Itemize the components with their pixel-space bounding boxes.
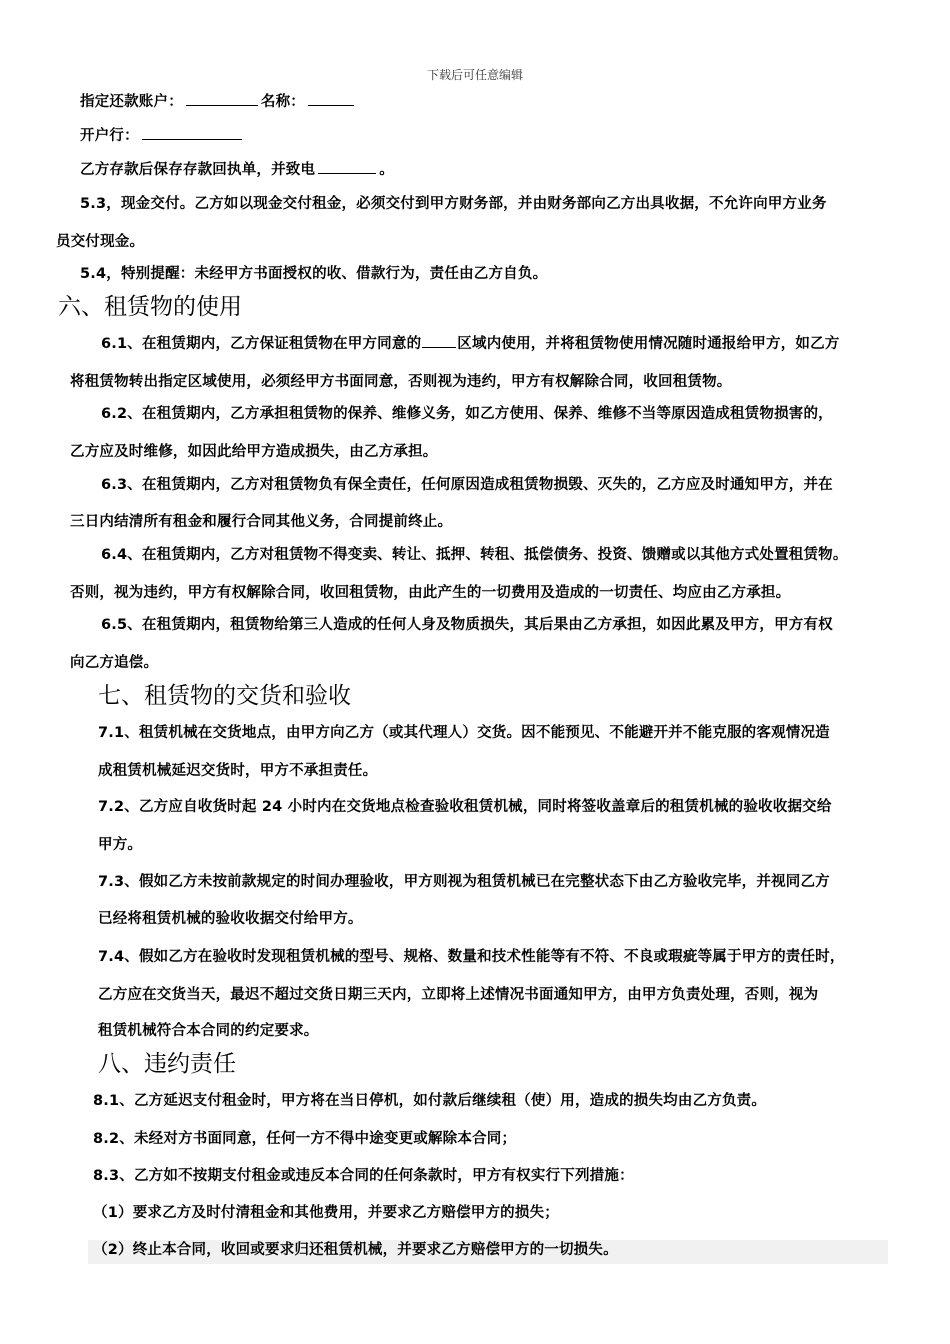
clause-7-3-line2: 已经将租赁机械的验收收据交付给甲方。 xyxy=(98,911,363,927)
repayment-account-line xyxy=(80,90,357,111)
phone-blank xyxy=(318,161,376,174)
clause-6-2-line2: 乙方应及时维修，如因此给甲方造成损失，由乙方承担。 xyxy=(70,444,438,460)
account-name-label: 名称： xyxy=(260,94,306,110)
clause-6-5-line1: 6.5、在租赁期内，租赁物给第三人造成的任何人身及物质损失，其后果由乙方承担，如因此累及甲方，甲方有权 xyxy=(101,617,833,633)
account-name-blank xyxy=(308,93,354,106)
deposit-line xyxy=(80,158,394,179)
clause-6-1-line1 xyxy=(101,332,840,353)
clause-7-3-line1: 7.3、假如乙方未按前款规定的时间办理验收，甲方则视为租赁机械已在完整状态下由乙方验收完毕，并视同乙方 xyxy=(98,874,830,890)
clause-6-3-line1: 6.3、在租赁期内，乙方对租赁物负有保全责任，任何原因造成租赁物损毁、灭失的，乙方应及时通知甲方，并在 xyxy=(101,477,833,493)
clause-8-3-item-1: （1）要求乙方及时付清租金和其他费用，并要求乙方赔偿甲方的损失； xyxy=(93,1205,559,1221)
clause-7-4-line3: 租赁机械符合本合同的约定要求。 xyxy=(98,1023,319,1039)
clause-7-2-line2: 甲方。 xyxy=(98,837,143,853)
clause-5-3-line2: 员交付现金。 xyxy=(56,234,145,250)
clause-6-1-part1: 6.1、在租赁期内，乙方保证租赁物在甲方同意的 xyxy=(101,336,422,352)
deposit-text: 乙方存款后保存存款回执单，并致电 xyxy=(80,162,316,178)
account-blank xyxy=(186,93,258,106)
clause-6-1-part2: 区域内使用，并将租赁物使用情况随时通报给甲方，如乙方 xyxy=(457,336,840,352)
clause-6-4-line2: 否则，视为违约，甲方有权解除合同，收回租赁物，由此产生的一切费用及造成的一切责任、均应由乙方承担。 xyxy=(70,585,791,601)
page-header: 下载后可任意编辑 xyxy=(426,68,523,82)
bank-blank xyxy=(142,127,242,140)
clause-6-1-line2: 将租赁物转出指定区域使用，必须经甲方书面同意，否则视为违约，甲方有权解除合同，收回租赁物。 xyxy=(70,374,732,390)
clause-6-2-line1: 6.2、在租赁期内，乙方承担租赁物的保养、维修义务，如乙方使用、保养、维修不当等原因造成租赁物损害的， xyxy=(101,406,833,422)
clause-8-1: 8.1、乙方延迟支付租金时，甲方将在当日停机，如付款后继续租（使）用，造成的损失均由乙方负责。 xyxy=(93,1093,767,1109)
clause-5-3-line1: 5.3，现金交付。乙方如以现金交付租金，必须交付到甲方财务部，并由财务部向乙方出具收据，不允许向甲方业务 xyxy=(80,196,827,212)
clause-6-5-line2: 向乙方追偿。 xyxy=(70,655,159,671)
bank-label: 开户行： xyxy=(80,128,139,144)
clause-7-2-line1: 7.2、乙方应自收货时起 24 小时内在交货地点检查验收租赁机械，同时将签收盖章后的租赁机械的验收收据交给 xyxy=(98,799,832,815)
bank-line xyxy=(80,124,245,145)
section-7-heading: 七、租赁物的交货和验收 xyxy=(98,683,351,709)
clause-8-2: 8.2、未经对方书面同意，任何一方不得中途变更或解除本合同； xyxy=(93,1131,517,1147)
clause-7-1-line1: 7.1、租赁机械在交货地点，由甲方向乙方（或其代理人）交货。因不能预见、不能避开并不能克服的客观情况造 xyxy=(98,725,830,741)
section-8-heading: 八、违约责任 xyxy=(98,1051,236,1077)
clause-6-3-line2: 三日内结清所有租金和履行合同其他义务，合同提前终止。 xyxy=(70,514,453,530)
clause-5-4: 5.4，特别提醒：未经甲方书面授权的收、借款行为，责任由乙方自负。 xyxy=(80,266,548,282)
clause-8-3-item-2: （2）终止本合同，收回或要求归还租赁机械，并要求乙方赔偿甲方的一切损失。 xyxy=(93,1242,618,1258)
clause-7-4-line2: 乙方应在交货当天，最迟不超过交货日期三天内，立即将上述情况书面通知甲方，由甲方负责处理，否则，视为 xyxy=(98,987,819,1003)
account-label: 指定还款账户： xyxy=(80,94,183,110)
clause-7-1-line2: 成租赁机械延迟交货时，甲方不承担责任。 xyxy=(98,763,378,779)
section-6-heading: 六、租赁物的使用 xyxy=(58,294,242,320)
region-blank xyxy=(422,335,456,348)
deposit-end: 。 xyxy=(379,162,394,178)
clause-6-4-line1: 6.4、在租赁期内，乙方对租赁物不得变卖、转让、抵押、转租、抵偿债务、投资、馈赠或以其他方式处置租赁物。 xyxy=(101,547,848,563)
clause-7-4-line1: 7.4、假如乙方在验收时发现租赁机械的型号、规格、数量和技术性能等有不符、不良或瑕疵等属于甲方的责任时， xyxy=(98,949,845,965)
clause-8-3: 8.3、乙方如不按期支付租金或违反本合同的任何条款时，甲方有权实行下列措施： xyxy=(93,1168,634,1184)
